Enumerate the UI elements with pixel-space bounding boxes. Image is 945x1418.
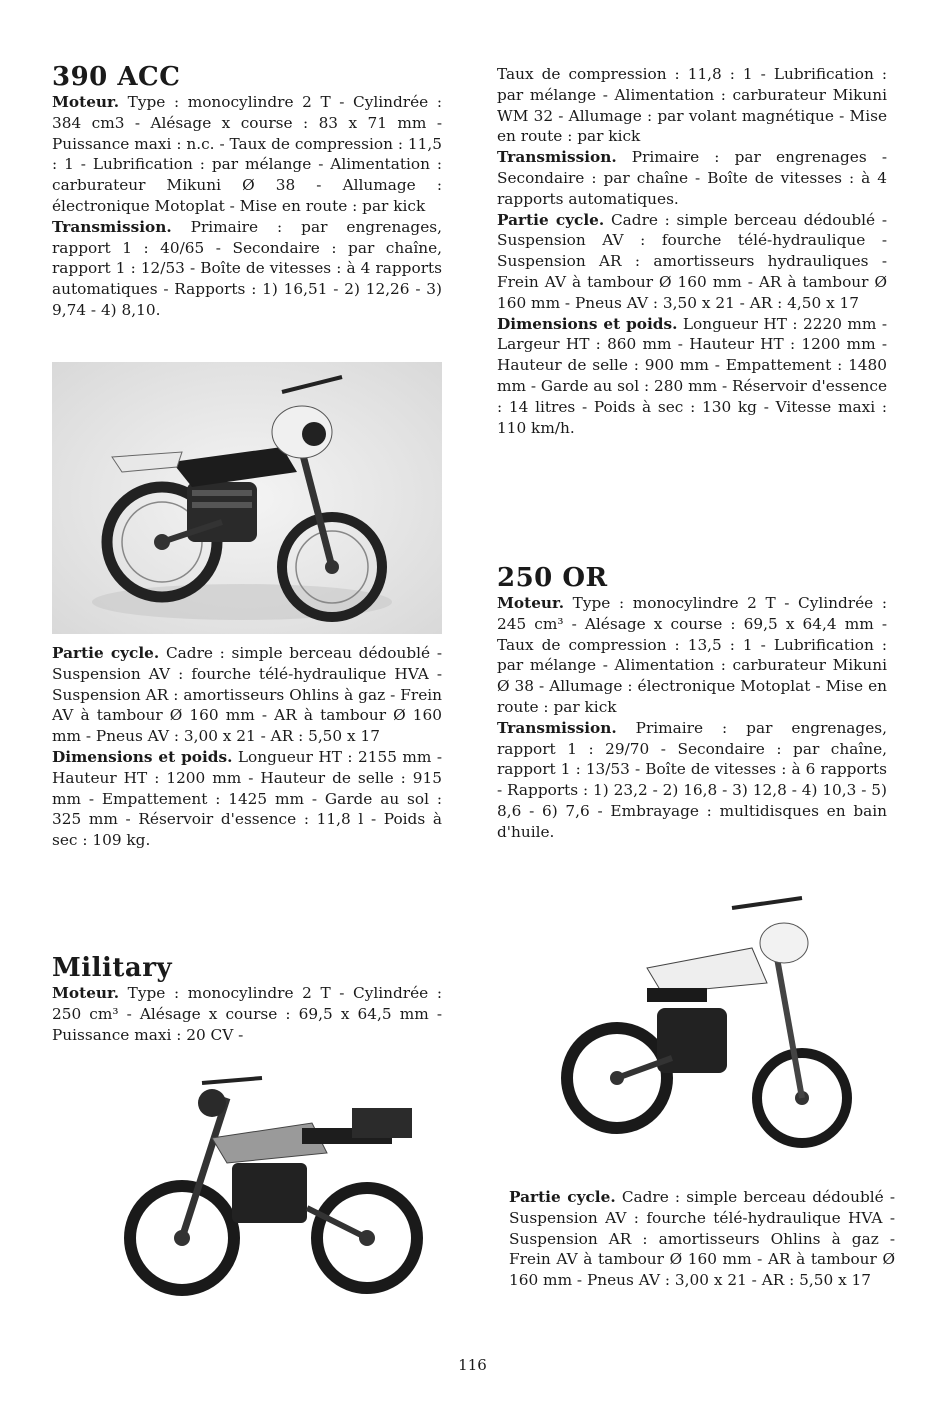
paragraph-partie-cycle-250: Partie cycle. Cadre : simple berceau dédoublé - Suspension AV : fourche télé-hydraulique HVA - Suspension AR : amortisseurs Ohlins à gaz - Frein AV à tambour Ø 160 mm - AR à tambour Ø 160 mm - Pneus AV : 3,00 x 21 - AR : 5,50 x 17 xyxy=(509,1188,895,1290)
left-column-military xyxy=(52,953,442,1045)
label-transmission: Transmission. xyxy=(52,217,172,236)
page-number: 116 xyxy=(458,1356,487,1374)
paragraph-moteur-250: Moteur. Type : monocylindre 2 T - Cylindrée : 245 cm³ - Alésage x course : 69,5 x 64,4 mm - Taux de compression : 13,5 : 1 - Lubrification : par mélange - Alimentation : carburateur Mikuni Ø 38 - Allumage : électronique Motoplat - Mise en route : par kick xyxy=(497,594,887,716)
section-title-military: Military xyxy=(52,953,173,983)
paragraph-dimensions-390: Dimensions et poids. Longueur HT : 2155 mm - Hauteur HT : 1200 mm - Hauteur de selle : 915 mm - Empattement : 1425 mm - Garde au sol : 325 mm - Réservoir d'essence : 11,8 l - Poids à sec : 109 kg. xyxy=(52,747,442,850)
section-title-250-or: 250 OR xyxy=(497,563,608,593)
left-column xyxy=(52,62,442,321)
label-moteur: Moteur. xyxy=(52,93,120,111)
label-transmission: Transmission. xyxy=(497,718,617,737)
paragraph-partie-cycle-military: Partie cycle. Cadre : simple berceau dédoublé - Suspension AV : fourche télé-hydraulique - Suspension AR : amortisseurs hydrauliques - Frein AV à tambour Ø 160 mm - AR à tambour Ø 160 mm - Pneus AV : 3,50 x 21 - AR : 4,50 x 17 xyxy=(497,210,887,312)
label-partie-cycle: Partie cycle. xyxy=(509,1188,616,1206)
label-dimensions: Dimensions et poids. xyxy=(497,314,678,333)
right-column-250-or xyxy=(497,563,887,843)
paragraph-moteur-390: Moteur. Type : monocylindre 2 T - Cylindrée : 384 cm3 - Alésage x course : 83 x 71 mm - Puissance maxi : n.c. - Taux de compression : 11,5 : 1 - Lubrification : par mélange - Alimentation : carburateur Mikuni Ø 38 - Allumage : électronique Motoplat - Mise en route : par kick xyxy=(52,93,442,215)
label-partie-cycle: Partie cycle. xyxy=(497,210,605,229)
label-moteur: Moteur. xyxy=(52,984,120,1002)
label-dimensions: Dimensions et poids. xyxy=(52,747,233,766)
paragraph-transmission-250: Transmission. Primaire : par engrenages, rapport 1 : 29/70 - Secondaire : par chaîne, rapport 1 : 13/53 - Boîte de vitesses : à 6 rapports - Rapports : 1) 23,2 - 2) 16,8 - 3) 12,8 - 4) 10,3 - 5) 8,6 - 6) 7,6 - Embrayage : multidisques en bain d'huile. xyxy=(497,718,887,841)
label-partie-cycle: Partie cycle. xyxy=(52,644,160,662)
photo-250-or-motorcycle xyxy=(552,888,852,1168)
paragraph-partie-cycle-390: Partie cycle. Cadre : simple berceau dédoublé - Suspension AV : fourche télé-hydraulique HVA - Suspension AR : amortisseurs Ohlins à gaz - Frein AV à tambour Ø 160 mm - AR à tambour Ø 160 mm - Pneus AV : 3,00 x 21 - AR : 5,50 x 17 xyxy=(52,644,442,746)
photo-military-motorcycle xyxy=(112,1068,432,1308)
left-column-lower xyxy=(52,643,442,851)
section-title-390-acc: 390 ACC xyxy=(52,62,181,92)
paragraph-military-continued: Taux de compression : 11,8 : 1 - Lubrification : par mélange - Alimentation : carburateur Mikuni WM 32 - Allumage : par volant magnétique - Mise en route : par kick xyxy=(497,65,887,146)
label-moteur: Moteur. xyxy=(497,594,565,612)
right-column xyxy=(497,64,887,438)
paragraph-transmission-390: Transmission. Primaire : par engrenages, rapport 1 : 40/65 - Secondaire : par chaîne, rapport 1 : 12/53 - Boîte de vitesses : à 4 rapports automatiques - Rapports : 1) 16,51 - 2) 12,26 - 3) 9,74 - 4) 8,10. xyxy=(52,217,442,319)
paragraph-moteur-military: Moteur. Type : monocylindre 2 T - Cylindrée : 250 cm³ - Alésage x course : 69,5 x 64,5 mm - Puissance maxi : 20 CV - xyxy=(52,984,442,1044)
photo-390-acc-motorcycle xyxy=(52,362,442,634)
paragraph-dimensions-military: Dimensions et poids. Longueur HT : 2220 mm - Largeur HT : 860 mm - Hauteur HT : 1200 mm - Hauteur de selle : 900 mm - Empattement : 1480 mm - Garde au sol : 280 mm - Réservoir d'essence : 14 litres - Poids à sec : 130 kg - Vitesse maxi : 110 km/h. xyxy=(497,314,887,437)
right-column-lower xyxy=(509,1187,895,1291)
label-transmission: Transmission. xyxy=(497,148,617,167)
paragraph-transmission-military: Transmission. Primaire : par engrenages - Secondaire : par chaîne - Boîte de vitesses : à 4 rapports automatiques. xyxy=(497,148,887,208)
